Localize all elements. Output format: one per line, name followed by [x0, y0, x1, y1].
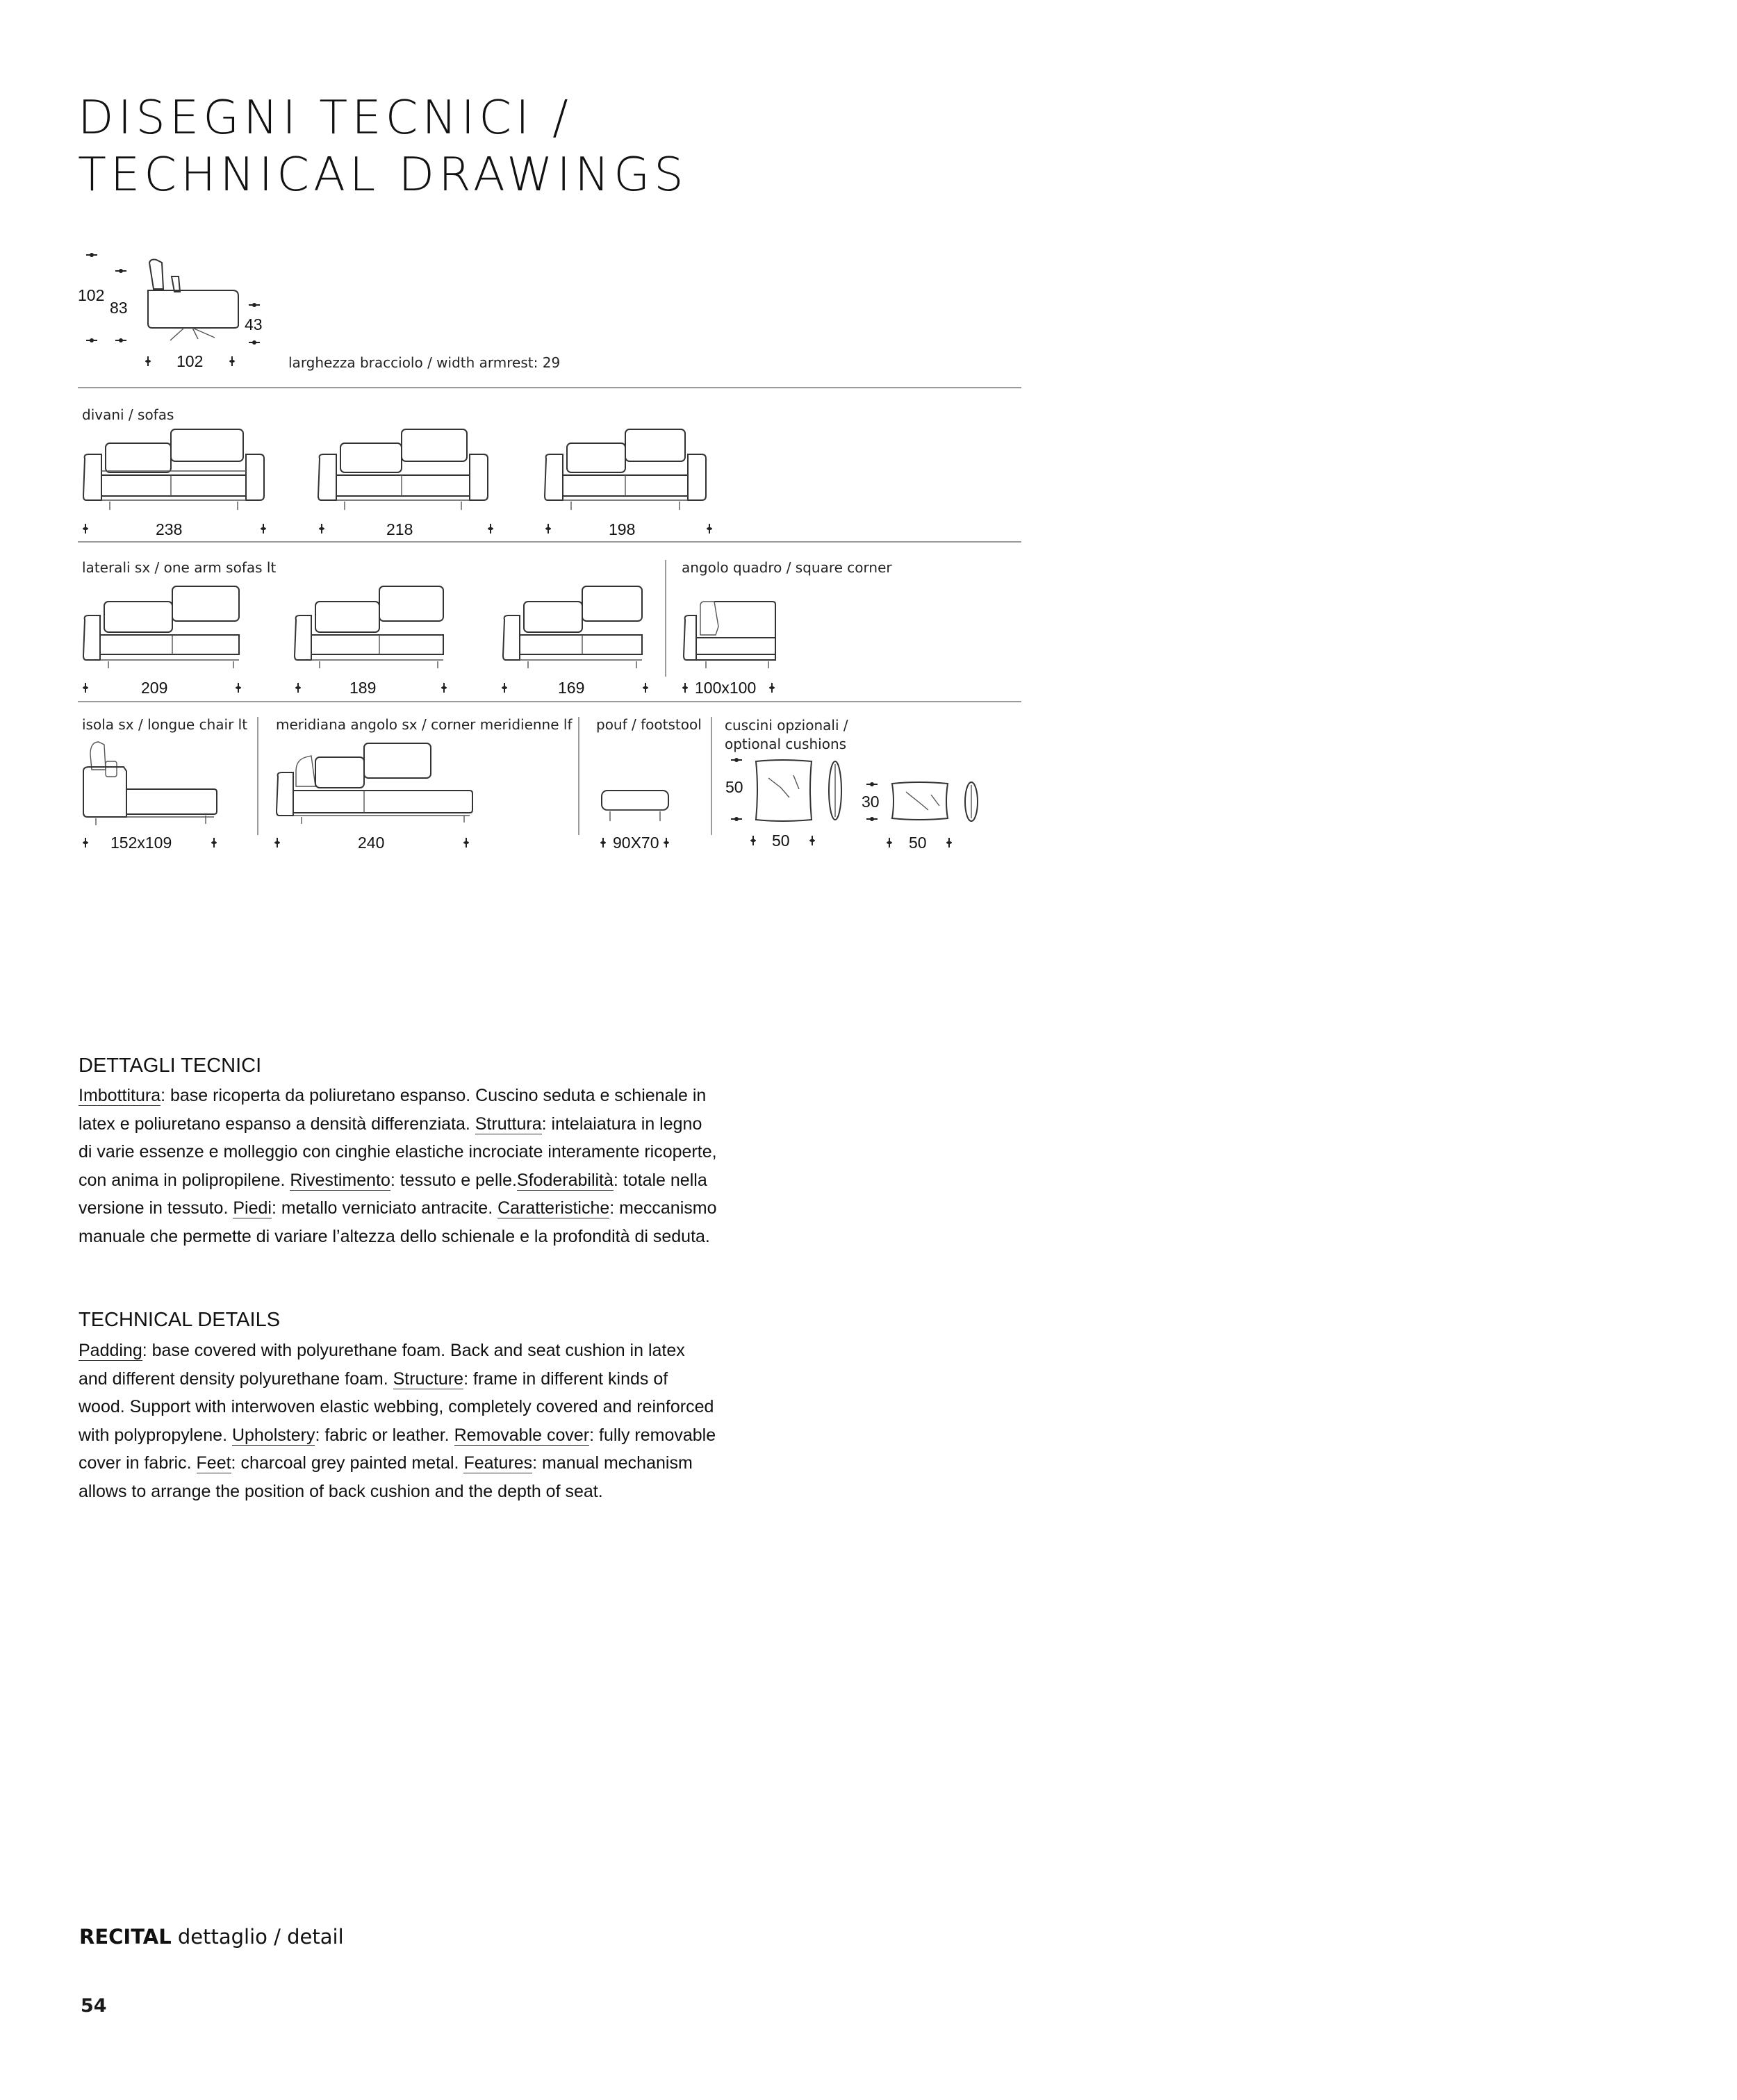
cushions-label: [725, 716, 848, 754]
square-corner-label: angolo quadro / square corner: [682, 559, 892, 576]
cushions-label-line-1: cuscini opzionali /: [725, 717, 848, 734]
dim-height-back: 83: [110, 299, 128, 317]
dim-marker: [866, 816, 878, 822]
dim-height-total: 102: [78, 286, 105, 304]
dim-marker: [748, 836, 758, 845]
one-arm-189-drawing: [293, 582, 453, 669]
dim-meridienne: 240: [358, 834, 385, 852]
key-features-it: Caratteristiche: [497, 1198, 610, 1218]
key-upholstery-en: Upholstery: [231, 1425, 315, 1445]
dim-cushion-small-height: 30: [862, 793, 880, 811]
title-line-1: DISEGNI TECNICI /: [78, 90, 573, 144]
divider: [257, 717, 258, 835]
dim-cushion-big-height: 50: [725, 778, 743, 796]
divider: [78, 701, 1021, 702]
cushion-big-drawing: [753, 757, 857, 827]
pouf-drawing: [600, 788, 673, 829]
title-line-2: TECHNICAL DRAWINGS: [78, 147, 688, 201]
dim-marker: [661, 838, 671, 848]
key-removable-it: Sfoderabilità: [516, 1170, 614, 1190]
dim-seat-height: 43: [245, 315, 263, 333]
details-it-heading: DETTAGLI TECNICI: [79, 1055, 262, 1077]
dim-marker: [227, 356, 237, 366]
cushion-small-drawing: [889, 779, 987, 825]
key-features-en: Features: [463, 1453, 533, 1473]
key-structure-it: Struttura: [475, 1114, 542, 1134]
dim-one-arm-209: 209: [141, 679, 168, 697]
dim-pouf: 90X70: [613, 834, 659, 852]
dim-one-arm-189: 189: [349, 679, 377, 697]
dim-marker: [81, 524, 90, 534]
dim-marker: [598, 838, 608, 848]
key-feet-en: Feet: [196, 1453, 231, 1473]
page-number: 54: [81, 1995, 107, 2017]
sofa-198-drawing: [543, 425, 710, 512]
dim-marker: [866, 781, 878, 788]
dim-marker: [884, 838, 894, 848]
footer-caption: [79, 1925, 344, 1949]
dim-marker: [233, 683, 243, 693]
caption-text: dettaglio / detail: [171, 1925, 344, 1949]
dim-cushion-small-width: 50: [909, 834, 927, 852]
dim-longue: 152x109: [110, 834, 172, 852]
key-structure-en: Structure: [393, 1369, 464, 1389]
dim-marker: [731, 816, 742, 822]
dim-marker: [293, 683, 303, 693]
dim-marker: [258, 524, 268, 534]
dim-sofa-198: 198: [609, 520, 636, 538]
cushions-label-line-2: optional cushions: [725, 736, 847, 752]
one-arm-label: laterali sx / one arm sofas lt: [82, 559, 277, 576]
key-removable-en: Removable cover: [454, 1425, 590, 1445]
dim-marker: [143, 356, 153, 366]
sofa-238-drawing: [82, 425, 265, 512]
longue-drawing: [82, 736, 221, 827]
dim-marker: [944, 838, 954, 848]
dim-marker: [81, 838, 90, 848]
dim-marker: [209, 838, 219, 848]
dim-marker: [272, 838, 282, 848]
dim-marker: [317, 524, 327, 534]
key-upholstery-it: Rivestimento: [290, 1170, 390, 1190]
divider: [578, 717, 579, 835]
dim-marker: [115, 337, 126, 344]
dim-marker: [249, 301, 260, 308]
dim-marker: [81, 683, 90, 693]
details-en-heading: TECHNICAL DETAILS: [79, 1309, 281, 1331]
one-arm-169-drawing: [502, 582, 655, 669]
armrest-note: larghezza bracciolo / width armrest: 29: [288, 354, 561, 371]
dim-marker: [807, 836, 817, 845]
dim-depth: 102: [176, 352, 204, 370]
key-feet-it: Piedi: [233, 1198, 272, 1218]
dim-marker: [767, 683, 777, 693]
dim-cushion-big-width: 50: [772, 832, 790, 850]
dim-marker: [86, 337, 97, 344]
dim-marker: [439, 683, 449, 693]
key-padding-it: Imbottitura: [79, 1086, 161, 1105]
longue-label: isola sx / longue chair lt: [82, 716, 248, 733]
meridienne-label: meridiana angolo sx / corner meridienne lf: [276, 716, 573, 733]
dim-one-arm-169: 169: [558, 679, 585, 697]
dim-marker: [486, 524, 495, 534]
dim-marker: [680, 683, 690, 693]
divider: [711, 717, 712, 835]
details-it-body: Imbottitura: base ricoperta da poliuretano espanso. Cuscino seduta e schienale in latex e poliuretano espanso a densità differenziata. Struttura: intelaiatura in legno di varie essenze e molleggio con cinghie elastiche incrociate interamente ricoperte, con anima in polipropilene. Rivestimento: tessuto e pelle.Sfoderabilità: totale nella versione in tessuto. Piedi: metallo verniciato antracite. Caratteristiche: meccanismo manuale che permette di variare l’altezza dello schienale e la profondità di seduta.: [79, 1086, 717, 1246]
product-name: RECITAL: [79, 1925, 172, 1949]
dim-marker: [705, 524, 714, 534]
square-corner-drawing: [682, 599, 780, 672]
details-en-body: Padding: base covered with polyurethane foam. Back and seat cushion in latex and different density polyurethane foam. Structure: frame in different kinds of wood. Support with interwoven elastic webbing, completely covered and reinforced with polypropylene. Upholstery: fabric or leather. Removable cover: fully removable cover in fabric. Feet: charcoal grey painted metal. Features: manual mechanism allows to arrange the position of back cushion and the depth of seat.: [79, 1341, 716, 1501]
dim-marker: [543, 524, 553, 534]
dim-sofa-218: 218: [386, 520, 413, 538]
dim-marker: [641, 683, 650, 693]
meridienne-drawing: [275, 741, 477, 827]
page-title: [78, 89, 688, 203]
dim-sofa-238: 238: [156, 520, 183, 538]
dim-marker: [86, 251, 97, 258]
dim-marker: [500, 683, 509, 693]
divider: [78, 541, 1021, 543]
dim-marker: [731, 757, 742, 763]
key-padding-en: Padding: [79, 1341, 142, 1360]
divider: [665, 560, 666, 677]
one-arm-209-drawing: [82, 582, 249, 669]
sofa-218-drawing: [317, 425, 491, 512]
sofas-label: divani / sofas: [82, 406, 174, 423]
dim-marker: [115, 267, 126, 274]
divider: [78, 387, 1021, 388]
dim-marker: [249, 339, 260, 346]
side-view-drawing: [142, 256, 247, 346]
dim-square-corner: 100x100: [695, 679, 757, 697]
pouf-label: pouf / footstool: [596, 716, 702, 733]
dim-marker: [461, 838, 471, 848]
